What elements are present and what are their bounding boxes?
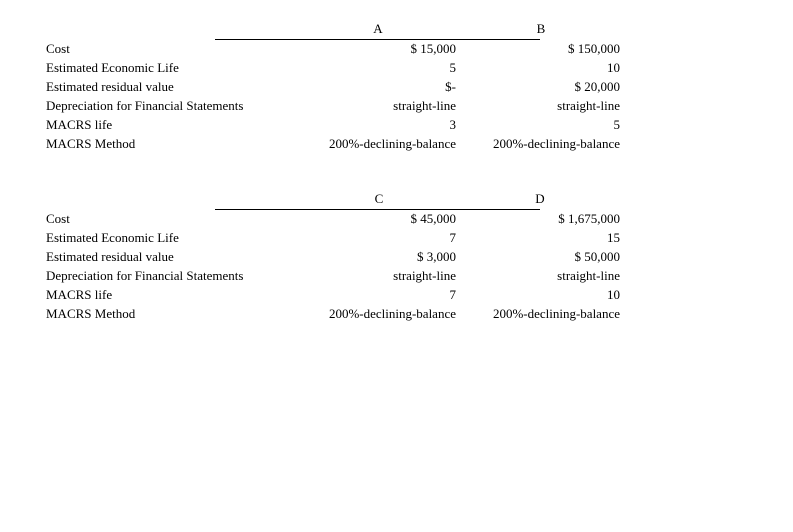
cell-c: $ 3,000 <box>417 249 456 264</box>
cell-a: straight-line <box>393 98 456 113</box>
table-row <box>0 58 793 77</box>
cell-d: 15 <box>607 230 620 245</box>
table-row <box>0 39 793 58</box>
cell-c: 7 <box>449 230 456 245</box>
table-row <box>0 96 793 115</box>
table-row <box>0 266 793 285</box>
table-row <box>0 134 793 153</box>
table-row <box>0 304 793 323</box>
table-row <box>0 228 793 247</box>
row-label: MACRS Method <box>46 306 136 321</box>
row-label: MACRS life <box>46 287 113 302</box>
cell-b: $ 20,000 <box>574 79 620 94</box>
cell-a: $- <box>445 79 456 94</box>
cell-c: $ 45,000 <box>410 211 456 226</box>
cell-d: $ 50,000 <box>574 249 620 264</box>
cell-b: 5 <box>613 117 620 132</box>
table-row <box>0 285 793 304</box>
column-header-c: C <box>374 191 384 206</box>
cell-d: $ 1,675,000 <box>558 211 620 226</box>
cell-a: $ 15,000 <box>410 41 456 56</box>
cell-d: 200%-declining-balance <box>492 306 620 321</box>
table-row <box>0 77 793 96</box>
cell-b: $ 150,000 <box>568 41 620 56</box>
cell-c: 7 <box>449 287 456 302</box>
row-label: Estimated Economic Life <box>46 60 179 75</box>
column-header-a: A <box>373 21 383 36</box>
table-row <box>0 115 793 134</box>
cell-a: 3 <box>449 117 456 132</box>
cell-d: 10 <box>607 287 620 302</box>
cell-a: 5 <box>449 60 456 75</box>
row-label: Cost <box>46 41 70 56</box>
cell-d: straight-line <box>557 268 620 283</box>
column-header-d: D <box>535 191 545 206</box>
row-label: MACRS Method <box>46 136 136 151</box>
cell-a: 200%-declining-balance <box>328 136 456 151</box>
cell-c: 200%-declining-balance <box>328 306 456 321</box>
cell-b: straight-line <box>557 98 620 113</box>
row-label: Estimated residual value <box>46 249 174 264</box>
row-label: Depreciation for Financial Statements <box>46 268 244 283</box>
row-label: Estimated residual value <box>46 79 174 94</box>
cell-c: straight-line <box>393 268 456 283</box>
column-header-b: B <box>536 21 546 36</box>
table-row <box>0 247 793 266</box>
row-label: Cost <box>46 211 70 226</box>
row-label: Estimated Economic Life <box>46 230 179 245</box>
cell-b: 200%-declining-balance <box>492 136 620 151</box>
row-label: Depreciation for Financial Statements <box>46 98 244 113</box>
row-label: MACRS life <box>46 117 113 132</box>
table-row <box>0 209 793 228</box>
cell-b: 10 <box>607 60 620 75</box>
